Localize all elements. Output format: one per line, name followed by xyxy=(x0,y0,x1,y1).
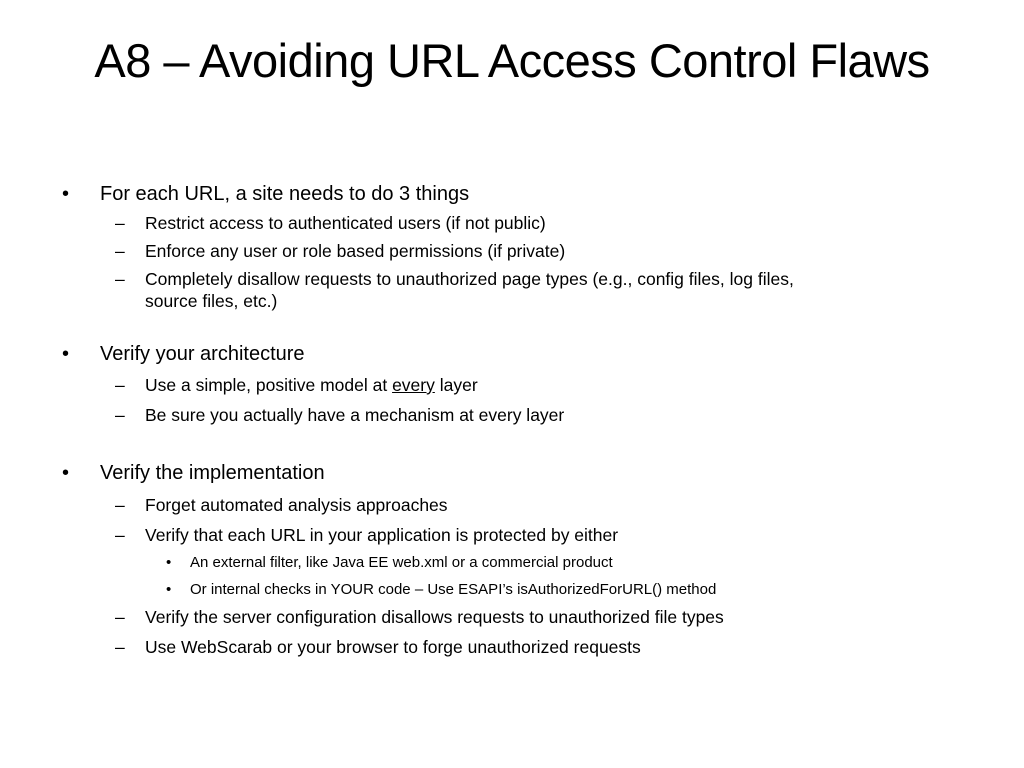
dash-marker: – xyxy=(115,213,125,233)
dash-marker: – xyxy=(115,525,125,545)
item-mechanism-every-layer: Be sure you actually have a mechanism at every layer xyxy=(145,405,565,425)
item-verify-each-url: Verify that each URL in your application is protected by either xyxy=(145,525,619,545)
dash-marker: – xyxy=(115,269,125,289)
bullet-marker: • xyxy=(62,462,70,484)
bullet-for-each-url: For each URL, a site needs to do 3 things xyxy=(100,183,470,205)
bullet-marker: • xyxy=(62,343,70,365)
dash-marker: – xyxy=(115,607,125,627)
dash-marker: – xyxy=(115,405,125,425)
bullet-verify-implementation: Verify the implementation xyxy=(100,462,325,484)
subitem-external-filter: An external filter, like Java EE web.xml or a commercial product xyxy=(190,554,613,571)
bullet-marker: • xyxy=(62,183,70,205)
dash-marker: – xyxy=(115,637,125,657)
item-disallow-requests-line1: Completely disallow requests to unauthorized page types (e.g., config files, log files, xyxy=(145,269,794,289)
item-positive-model-emphasis: every xyxy=(392,375,435,395)
bullet-marker: • xyxy=(166,554,172,571)
item-forget-automated: Forget automated analysis approaches xyxy=(145,495,448,515)
item-disallow-requests-line2: source files, etc.) xyxy=(145,291,278,311)
dash-marker: – xyxy=(115,241,125,261)
item-use-webscarab: Use WebScarab or your browser to forge unauthorized requests xyxy=(145,637,641,657)
subitem-internal-checks: Or internal checks in YOUR code – Use ESAPI’s isAuthorizedForURL() method xyxy=(190,581,717,598)
item-restrict-access: Restrict access to authenticated users (if not public) xyxy=(145,213,546,233)
dash-marker: – xyxy=(115,375,125,395)
item-enforce-permissions: Enforce any user or role based permissions (if private) xyxy=(145,241,566,261)
item-server-configuration: Verify the server configuration disallows requests to unauthorized file types xyxy=(145,607,724,627)
bullet-marker: • xyxy=(166,581,172,598)
item-positive-model-after: layer xyxy=(434,375,478,395)
bullet-verify-architecture: Verify your architecture xyxy=(100,343,305,365)
item-positive-model-before: Use a simple, positive model at xyxy=(145,375,393,395)
dash-marker: – xyxy=(115,495,125,515)
item-positive-model xyxy=(145,374,478,396)
slide-title-text: A8 – Avoiding URL Access Control Flaws xyxy=(94,34,930,87)
